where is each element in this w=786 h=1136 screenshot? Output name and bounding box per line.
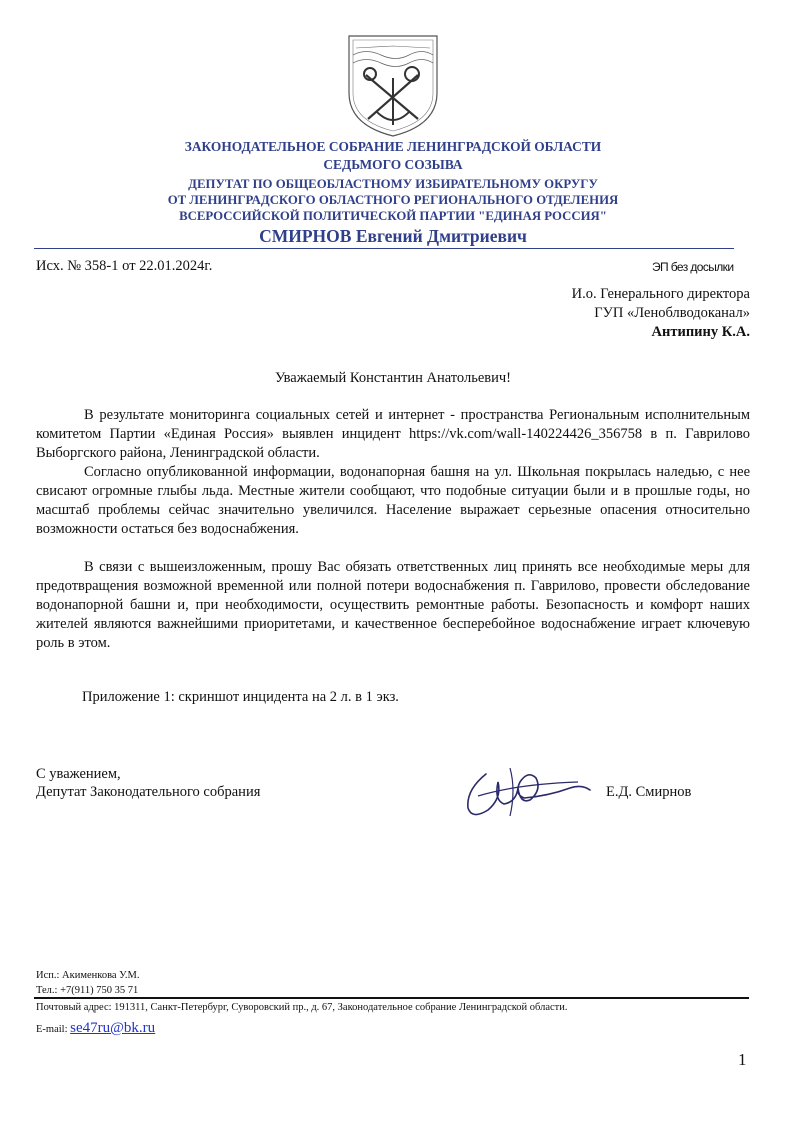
body-paragraph-3-text: В связи с вышеизложенным, прошу Вас обязать ответственных лиц принять все необходимые меры для предотвращения возможной временной или полной потери водоснабжения п. Гаврилово, провести обследование водонапорной башни и, при необходимости, осуществить ремонтные работы. Безопасность и комфорт наших жителей являются важнейшими приоритетами, и качественное бесперебойное водоснабжение играет ключевую роль в этом. bbox=[36, 559, 750, 651]
footer-divider bbox=[34, 997, 749, 999]
header-branch-line: ОТ ЛЕНИНГРАДСКОГО ОБЛАСТНОГО РЕГИОНАЛЬНОГО ОТДЕЛЕНИЯ bbox=[167, 193, 619, 207]
body-paragraph-1-text: В результате мониторинга социальных сетей и интернет - пространства Региональным исполнительным комитетом Партии «Единая Россия» выявлен инцидент https://vk.com/wall-140224426_356758 в п. Гаврилово Выборгского района, Ленинградской области. bbox=[36, 407, 750, 461]
coat-of-arms-emblem bbox=[346, 33, 440, 138]
footer-email-label: E-mail: bbox=[36, 1024, 68, 1035]
header-deputy-line: ДЕПУТАТ ПО ОБЩЕОБЛАСТНОМУ ИЗБИРАТЕЛЬНОМУ ОКРУГУ bbox=[188, 177, 598, 191]
outgoing-reference: Исх. № 358-1 от 22.01.2024г. bbox=[36, 258, 213, 274]
closing-position: Депутат Законодательного собрания bbox=[36, 784, 261, 800]
header-deputy-name: СМИРНОВ Евгений Дмитриевич bbox=[259, 226, 527, 246]
addressee-organization: ГУП «Леноблводоканал» bbox=[594, 305, 750, 321]
header-assembly-title: ЗАКОНОДАТЕЛЬНОЕ СОБРАНИЕ ЛЕНИНГРАДСКОЙ ОБЛАСТИ bbox=[184, 139, 602, 154]
greeting: Уважаемый Константин Анатольевич! bbox=[274, 370, 511, 386]
addressee-name: Антипину К.А. bbox=[651, 324, 750, 340]
footer-email-link[interactable]: se47ru@bk.ru bbox=[70, 1020, 156, 1036]
body-paragraph-1 bbox=[36, 406, 750, 463]
signer-name: Е.Д. Смирнов bbox=[606, 784, 692, 800]
closing-regards: С уважением, bbox=[36, 766, 121, 782]
addressee-position: И.о. Генерального директора bbox=[571, 286, 750, 302]
footer-executor: Исп.: Акименкова У.М. bbox=[36, 970, 140, 981]
header-party-line: ВСЕРОССИЙСКОЙ ПОЛИТИЧЕСКОЙ ПАРТИИ "ЕДИНАЯ РОССИЯ" bbox=[179, 209, 607, 223]
header-convocation: СЕДЬМОГО СОЗЫВА bbox=[323, 157, 463, 172]
body-paragraph-2 bbox=[36, 463, 750, 539]
header-divider bbox=[34, 248, 734, 249]
handwritten-signature bbox=[458, 760, 598, 824]
footer-email-row bbox=[36, 1020, 155, 1037]
body-paragraph-2-text: Согласно опубликованной информации, водонапорная башня на ул. Школьная покрылась наледью, с нее свисают огромные глыбы льда. Местные жители сообщают, что подобные ситуации были и в прошлые годы, но масштаб проблемы сейчас значительно увеличился. Население выражает серьезные опасения относительно возможности остаться без водоснабжения. bbox=[36, 464, 750, 537]
footer-phone: Тел.: +7(911) 750 35 71 bbox=[36, 985, 139, 996]
delivery-stamp: ЭП без досылки bbox=[652, 260, 734, 274]
attachment-note: Приложение 1: скриншот инцидента на 2 л. в 1 экз. bbox=[82, 689, 399, 705]
body-paragraph-3 bbox=[36, 558, 750, 653]
footer-postal-address: Почтовый адрес: 191311, Санкт-Петербург, Суворовский пр., д. 67, Законодательное собрание Ленинградской области. bbox=[36, 1002, 568, 1013]
page-number: 1 bbox=[738, 1050, 747, 1069]
